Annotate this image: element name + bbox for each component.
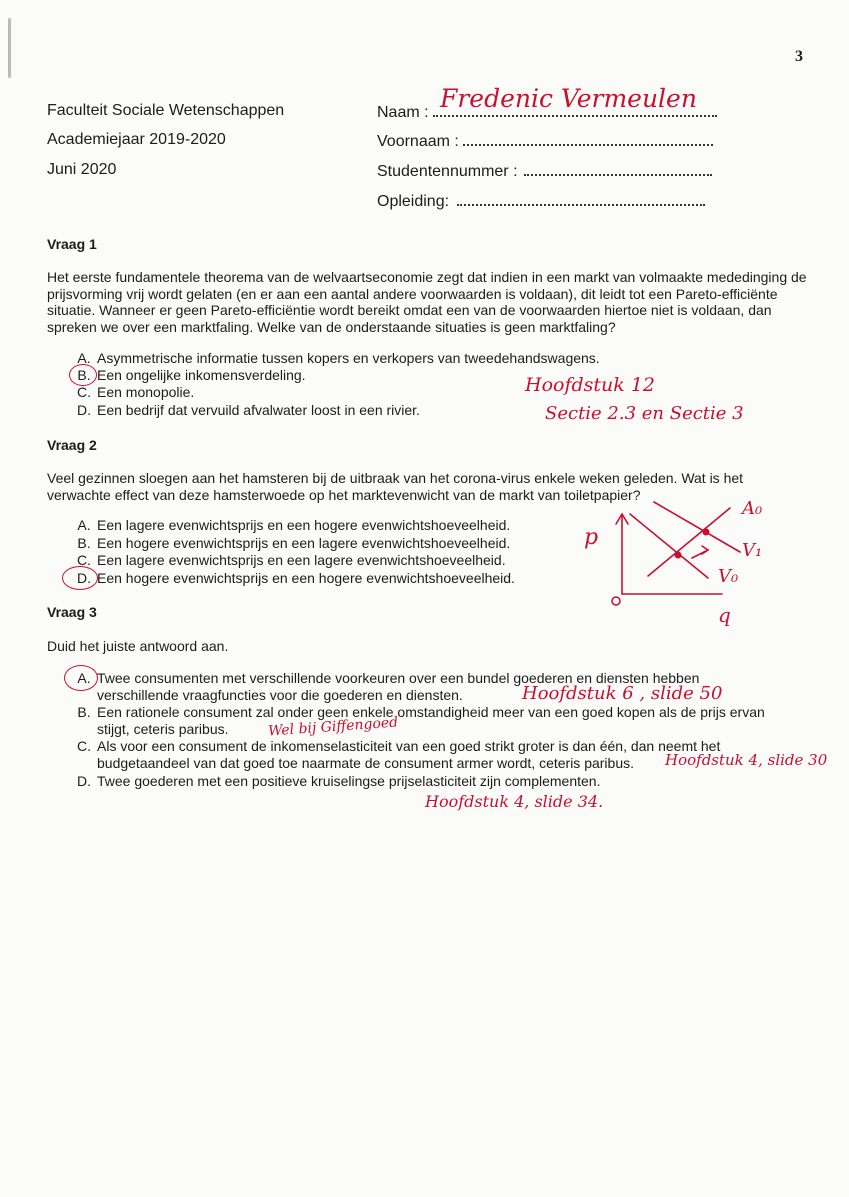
question-2-text: Veel gezinnen sloegen aan het hamsteren bij de uitbraak van het corona-virus enkele weken geleden. Wat is het verwachte effect van deze hamsterwoede op het marktevenwicht van de markt van toiletpapier? [47, 470, 744, 503]
selected-answer-circle [64, 665, 98, 691]
voornaam-field[interactable] [377, 130, 713, 152]
equilibrium-old [675, 552, 682, 559]
studentennummer-field[interactable] [377, 160, 712, 182]
question-3-title: Vraag 3 [47, 604, 97, 620]
question-2-option-a[interactable]: A. Een lagere evenwichtsprijs en een hogere evenwichtshoeveelheid. [77, 517, 511, 533]
supply-demand-sketch [570, 490, 770, 630]
opleiding-field[interactable] [377, 190, 705, 212]
sketch-label-p: p [584, 525, 599, 550]
faculty-name: Faculteit Sociale Wetenschappen [47, 102, 285, 119]
question-2-option-c[interactable]: C. Een lagere evenwichtsprijs en een lagere evenwichtshoeveelheid. [77, 552, 506, 568]
question-3-text: Duid het juiste antwoord aan. [47, 638, 229, 654]
handwritten-note-giffengoed: Wel bij Giffengoed [267, 714, 399, 740]
studentennummer-label: Studentennummer : [377, 163, 518, 180]
question-1-option-a[interactable]: A. Asymmetrische informatie tussen kopers en verkopers van tweedehandswagens. [77, 350, 600, 366]
handwritten-note-hoofdstuk-6: Hoofdstuk 6 , slide 50 [522, 683, 723, 704]
handwritten-note-sectie: Sectie 2.3 en Sectie 3 [545, 403, 744, 424]
naam-label: Naam : [377, 104, 429, 121]
scan-edge-mark [8, 18, 11, 78]
demand-curve-v0 [630, 514, 708, 578]
exam-date: Juni 2020 [47, 161, 117, 178]
equilibrium-new [703, 529, 710, 536]
opleiding-dotted-line [457, 190, 705, 206]
question-2-option-d[interactable]: D. Een hogere evenwichtsprijs en een hogere evenwichtshoeveelheid. [77, 570, 515, 586]
handwritten-note-hoofdstuk-4-slide-34: Hoofdstuk 4, slide 34. [425, 792, 604, 811]
naam-handwritten-value: Fredenic Vermeulen [440, 84, 697, 113]
origin-mark [612, 597, 620, 605]
question-1-text: Het eerste fundamentele theorema van de welvaartseconomie zegt dat indien in een markt van volmaakte mededinging de prijsvorming vrij wordt gelaten (en er aan een aantal andere voorwaarden is voldaan), dit leidt tot een Pareto-efficiënte situatie. Wanneer er geen Pareto-efficiëntie wordt bereikt omdat een van de voorwaarden hiertoe niet is voldaan, dan spreken we over een marktfaling. Welke van de onderstaande situaties is geen marktfaling? [47, 269, 807, 335]
question-3-option-a[interactable]: A. Twee consumenten met verschillende voorkeuren over een bundel goederen en diensten hebben verschillende vraagfuncties voor die goederen en diensten. [77, 670, 700, 703]
question-1-option-d[interactable]: D. Een bedrijf dat vervuild afvalwater loost in een rivier. [77, 402, 420, 418]
sketch-label-v1: V₁ [742, 540, 763, 561]
question-2-option-b[interactable]: B. Een hogere evenwichtsprijs en een lagere evenwichtshoeveelheid. [77, 535, 511, 551]
shift-arrow-head [702, 546, 708, 554]
selected-answer-circle [69, 364, 97, 386]
sketch-label-a0: A₀ [742, 498, 763, 519]
question-2-title: Vraag 2 [47, 437, 97, 453]
sketch-label-v0: V₀ [718, 566, 739, 587]
sketch-label-q: q [718, 603, 731, 627]
studentennummer-dotted-line [524, 160, 712, 176]
question-3-option-b[interactable]: B. Een rationele consument zal onder geen enkele omstandigheid meer van een goed kopen als de prijs ervan stijgt, ceteris paribus. [77, 704, 765, 737]
question-3-option-d[interactable]: D. Twee goederen met een positieve kruiselingse prijselasticiteit zijn complementen. [77, 773, 601, 789]
question-1-option-c[interactable]: C. Een monopolie. [77, 384, 195, 400]
question-1-option-b[interactable]: B. Een ongelijke inkomensverdeling. [77, 367, 306, 383]
voornaam-label: Voornaam : [377, 133, 459, 150]
page-number: 3 [795, 48, 803, 65]
question-1-title: Vraag 1 [47, 236, 97, 252]
academic-year: Academiejaar 2019-2020 [47, 131, 226, 148]
opleiding-label: Opleiding: [377, 193, 450, 210]
voornaam-dotted-line [463, 130, 713, 146]
selected-answer-circle [62, 566, 98, 590]
question-3-option-c[interactable]: C. Als voor een consument de inkomenselasticiteit van een goed strikt groter is dan één, dan neemt het budgetaandeel van dat goed toe naarmate de consument armer wordt, ceteris paribus. [77, 738, 721, 771]
handwritten-note-hoofdstuk-4-slide-30: Hoofdstuk 4, slide 30 [665, 751, 828, 769]
handwritten-note-hoofdstuk-12: Hoofdstuk 12 [525, 374, 655, 396]
